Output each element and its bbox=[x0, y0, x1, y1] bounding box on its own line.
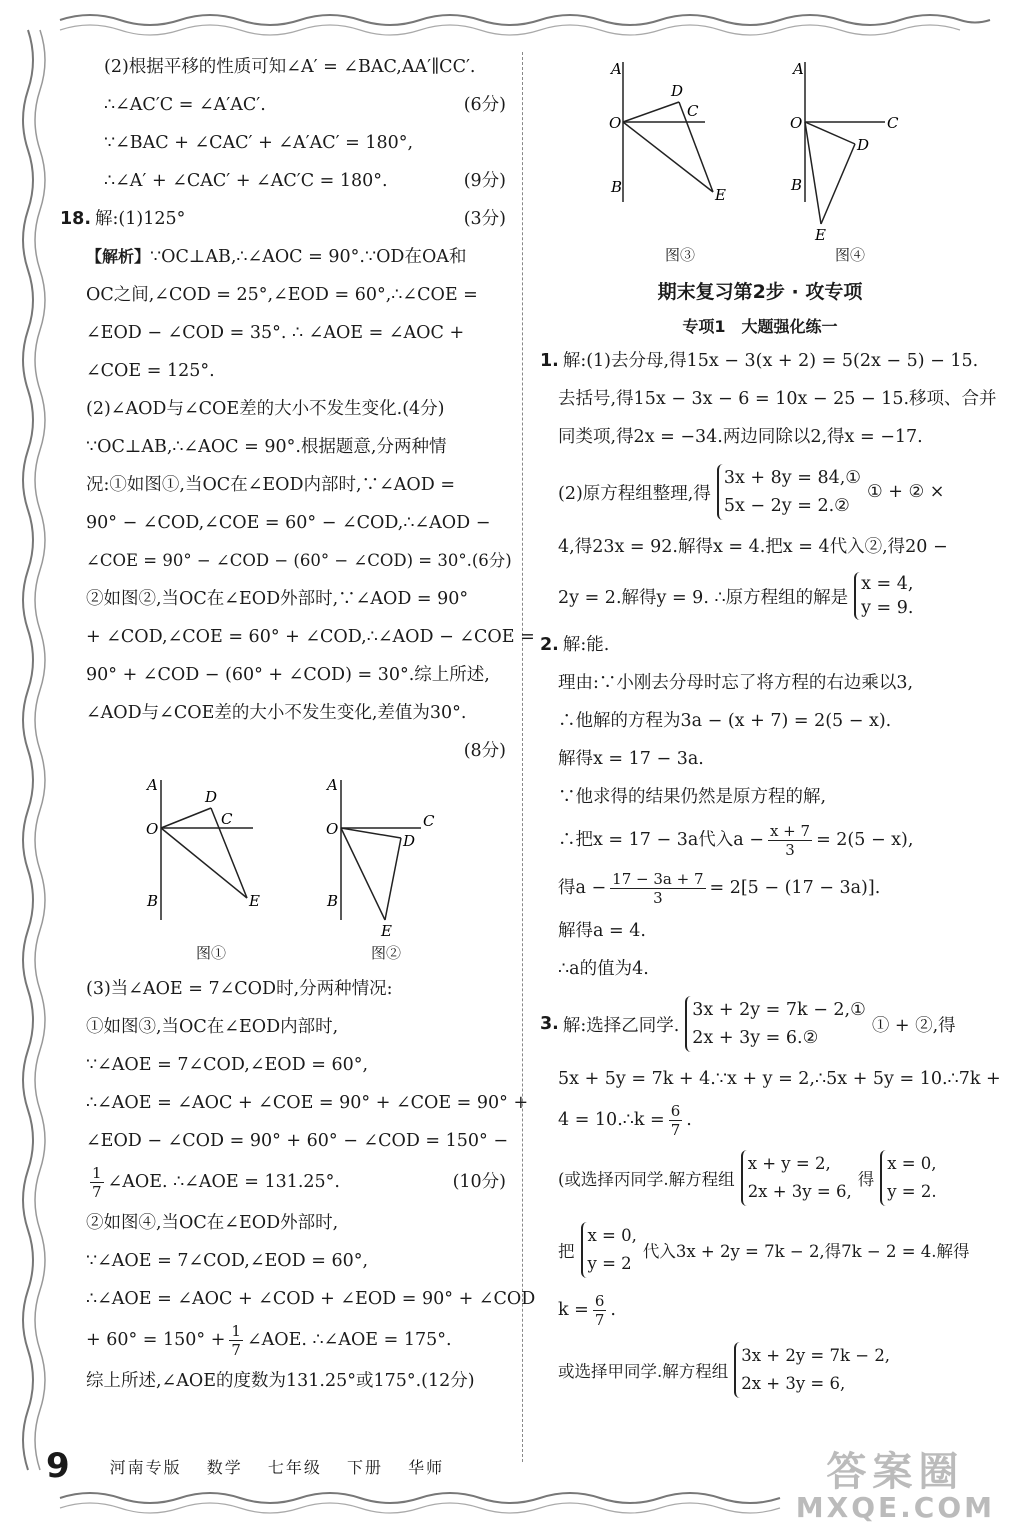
text-line: 5x + 5y = 7k + 4.∵x + y = 2,∴5x + 5y = 10.∴7k + bbox=[558, 1069, 1001, 1089]
text-line: 同类项,得2x = −34.两边同除以2,得x = −17. bbox=[558, 427, 923, 447]
text-line: 4,得23x = 92.解得x = 4.把x = 4代入②,得20 − bbox=[558, 537, 948, 557]
figure-3-diagram bbox=[605, 52, 755, 242]
question-number: 18. bbox=[60, 209, 92, 229]
fraction: $\frac{17 - 3a + 7}{3}$ bbox=[612, 869, 704, 907]
label-d: D bbox=[205, 788, 218, 806]
text-line: + 60° = 150° + $\frac{1}{7}$ ∠AOE. ∴∠AOE = 175°. bbox=[86, 1321, 452, 1359]
figures-3-4 bbox=[540, 52, 980, 272]
svg-text:D: D bbox=[403, 832, 416, 850]
svg-text:D: D bbox=[857, 136, 870, 154]
figure-2 bbox=[321, 770, 451, 970]
figure-3-caption: 图③ bbox=[664, 246, 695, 264]
svg-text:A: A bbox=[327, 776, 338, 794]
question-number: 2. bbox=[540, 635, 559, 655]
question-number: 3. bbox=[540, 1014, 559, 1034]
svg-text:B: B bbox=[327, 892, 339, 910]
solution-system: x = 0, y = 2. bbox=[880, 1150, 936, 1206]
equation-system-line: (或选择丙同学.解方程组 x + y = 2, 2x + 3y = 6, 得 x = 0, y = 2. bbox=[540, 1142, 980, 1214]
solution-system: x = 0, y = 2 bbox=[581, 1222, 637, 1278]
figure-2-diagram bbox=[321, 770, 451, 940]
score: (10分) bbox=[452, 1172, 506, 1192]
equation-system-line: 把 x = 0, y = 2 代入3x + 2y = 7k − 2,得7k − 2 = 4.解得 bbox=[540, 1214, 980, 1286]
equation-system: 3x + 2y = 7k − 2, 2x + 3y = 6, bbox=[734, 1342, 890, 1398]
text-line: ∴∠AOE = ∠AOC + ∠COD + ∠EOD = 90° + ∠COD bbox=[86, 1289, 536, 1309]
equation-system-line: 2y = 2.解得y = 9. ∴原方程组的解是 x = 4, y = 9. bbox=[558, 574, 914, 618]
text-line: 况:①如图①,当OC在∠EOD内部时,∵∠AOD = bbox=[86, 475, 455, 495]
right-column bbox=[540, 52, 1001, 1406]
text-line: 综上所述,∠AOE的度数为131.25°或175°.(12分) bbox=[86, 1371, 475, 1391]
section-title: 期末复习第2步 · 攻专项 bbox=[657, 281, 863, 303]
fraction: $\frac{6}{7}$ bbox=[594, 1291, 605, 1329]
figure-1-caption: 图① bbox=[195, 944, 226, 962]
text-line: 4 = 10.∴k = $\frac{6}{7}$ . bbox=[558, 1101, 692, 1139]
svg-text:A: A bbox=[793, 60, 804, 78]
text-line: OC之间,∠COD = 25°,∠EOD = 60°,∴∠COE = bbox=[86, 285, 478, 305]
text-line: ∠AOD与∠COE差的大小不发生变化,差值为30°. bbox=[86, 703, 467, 723]
analysis-tag: 【解析】 bbox=[86, 247, 151, 266]
svg-text:B: B bbox=[791, 176, 803, 194]
section-subtitle: 专项1 大题强化练一 bbox=[682, 317, 838, 336]
equation-system: x + y = 2, 2x + 3y = 6, bbox=[741, 1150, 852, 1206]
svg-text:O: O bbox=[609, 114, 622, 132]
score: (6分) bbox=[463, 95, 506, 115]
text-line: 解得x = 17 − 3a. bbox=[558, 749, 704, 769]
svg-text:O: O bbox=[790, 114, 803, 132]
text-line: ∴∠AOE = ∠AOC + ∠COE = 90° + ∠COE = 90° + bbox=[86, 1093, 529, 1113]
figure-1-diagram bbox=[141, 770, 281, 940]
solution-system: x = 4, y = 9. bbox=[854, 572, 913, 620]
text-line: ∵他求得的结果仍然是原方程的解, bbox=[558, 787, 827, 807]
text-line: ∵∠AOE = 7∠COD,∠EOD = 60°, bbox=[86, 1055, 369, 1075]
book-info: 河南专版 数学 七年级 下册 华师 bbox=[109, 1457, 445, 1477]
text-line: ∵∠AOE = 7∠COD,∠EOD = 60°, bbox=[86, 1251, 369, 1271]
text-line: ∠EOD − ∠COD = 35°. ∴ ∠AOE = ∠AOC + bbox=[86, 323, 465, 343]
equation-system: 3x + 8y = 84,① 5x − 2y = 2.② bbox=[717, 464, 861, 520]
text-line: ∠EOD − ∠COD = 90° + 60° − ∠COD = 150° − bbox=[86, 1131, 509, 1151]
text-line: ②如图④,当OC在∠EOD外部时, bbox=[86, 1213, 339, 1233]
text-line: ∠COE = 125°. bbox=[86, 361, 215, 381]
text-line: 得a − $\frac{17 - 3a + 7}{3}$ = 2[5 − (17 − 3a)]. bbox=[558, 869, 881, 907]
text-line: k = $\frac{6}{7}$ . bbox=[558, 1291, 616, 1329]
page-number: 9 bbox=[46, 1446, 70, 1486]
svg-text:E: E bbox=[381, 922, 392, 940]
text-line: 【解析】 ∵OC⊥AB,∴∠AOC = 90°.∵OD在OA和 bbox=[86, 247, 467, 267]
svg-text:E: E bbox=[815, 226, 826, 242]
svg-text:C: C bbox=[423, 812, 435, 830]
text-line: ∴把x = 17 − 3a代入a − $\frac{x + 7}{3}$ = 2(5 − x), bbox=[558, 821, 914, 859]
score: (3分) bbox=[463, 209, 506, 229]
fraction: $\frac{1}{7}$ bbox=[92, 1163, 102, 1201]
equation-system: 3x + 2y = 7k − 2,① 2x + 3y = 6.② bbox=[685, 996, 866, 1052]
svg-text:C: C bbox=[887, 114, 899, 132]
text-line: ∴a的值为4. bbox=[558, 959, 649, 979]
svg-text:E: E bbox=[715, 186, 726, 204]
fraction: $\frac{x + 7}{3}$ bbox=[769, 821, 811, 859]
equation-system-line: 3. 解:选择乙同学. 3x + 2y = 7k − 2,① 2x + 3y = 6.② ① + ②,得 bbox=[540, 988, 980, 1060]
figure-4-caption: 图④ bbox=[834, 246, 865, 264]
text-line: ①如图③,当OC在∠EOD内部时, bbox=[86, 1017, 339, 1037]
label-e: E bbox=[249, 892, 260, 910]
text-line: 去括号,得15x − 3x − 6 = 10x − 25 − 15.移项、合并 bbox=[558, 389, 997, 409]
text-line: 1. 解:(1)去分母,得15x − 3(x + 2) = 5(2x − 5) − 15. bbox=[540, 351, 979, 371]
figure-1 bbox=[141, 770, 281, 970]
text-line: ∠COE = 90° − ∠COD − (60° − ∠COD) = 30°.(6分) bbox=[86, 551, 512, 570]
figure-3 bbox=[605, 52, 755, 272]
figure-2-caption: 图② bbox=[370, 944, 401, 962]
svg-text:B: B bbox=[611, 178, 623, 196]
svg-text:C: C bbox=[687, 102, 699, 120]
svg-text:O: O bbox=[326, 820, 339, 838]
text-line: (2)∠AOD与∠COE差的大小不发生变化.(4分) bbox=[86, 399, 445, 419]
question-18-header: 18. 解:(1)125° (3分) bbox=[60, 209, 506, 229]
text-line: 90° − ∠COD,∠COE = 60° − ∠COD,∴∠AOD − bbox=[86, 513, 491, 533]
text-line: ∵OC⊥AB,∴∠AOC = 90°.根据题意,分两种情 bbox=[86, 437, 447, 457]
figures-1-2 bbox=[86, 770, 506, 970]
label-c: C bbox=[221, 810, 233, 828]
text-line: 90° + ∠COD − (60° + ∠COD) = 30°.综上所述, bbox=[86, 665, 490, 685]
text-line: ∴他解的方程为3a − (x + 7) = 2(5 − x). bbox=[558, 711, 892, 731]
fraction: $\frac{6}{7}$ bbox=[670, 1101, 681, 1139]
svg-text:A: A bbox=[611, 60, 622, 78]
text-line: ②如图②,当OC在∠EOD外部时,∵∠AOD = 90° bbox=[86, 589, 469, 609]
text-line: ∴∠AC′C = ∠A′AC′. (6分) bbox=[104, 95, 506, 115]
svg-text:D: D bbox=[671, 82, 684, 100]
page-footer bbox=[46, 1446, 462, 1486]
figure-4 bbox=[785, 52, 915, 272]
text-line: $\frac{1}{7}$ ∠AOE. ∴∠AOE = 131.25°. (10分) bbox=[92, 1163, 506, 1201]
text-line: (2)根据平移的性质可知∠A′ = ∠BAC,AA′∥CC′. bbox=[104, 57, 476, 77]
label-a: A bbox=[147, 776, 158, 794]
watermark: 答案圈 MXQE.COM bbox=[795, 1449, 995, 1524]
column-divider bbox=[522, 52, 523, 1462]
question-number: 1. bbox=[540, 351, 559, 371]
text-line: (3)当∠AOE = 7∠COD时,分两种情况: bbox=[86, 979, 393, 999]
label-o: O bbox=[146, 820, 159, 838]
score: (8分) bbox=[463, 741, 506, 761]
label-b: B bbox=[147, 892, 159, 910]
text-line: ∴∠A′ + ∠CAC′ + ∠AC′C = 180°. (9分) bbox=[104, 171, 506, 191]
figure-4-diagram bbox=[785, 52, 915, 242]
text-line: 理由:∵小刚去分母时忘了将方程的右边乘以3, bbox=[558, 673, 914, 693]
left-column bbox=[60, 48, 536, 1400]
text-line: ∵∠BAC + ∠CAC′ + ∠A′AC′ = 180°, bbox=[104, 133, 414, 153]
text-line bbox=[86, 732, 506, 770]
equation-system-line: 或选择甲同学.解方程组 3x + 2y = 7k − 2, 2x + 3y = 6, bbox=[540, 1334, 980, 1406]
text-line: 2. 解:能. bbox=[540, 635, 610, 655]
fraction: $\frac{1}{7}$ bbox=[231, 1321, 241, 1359]
score: (9分) bbox=[463, 171, 506, 191]
text-line: + ∠COD,∠COE = 60° + ∠COD,∴∠AOD − ∠COE = bbox=[86, 627, 535, 647]
text-line: 解得a = 4. bbox=[558, 921, 646, 941]
equation-system-line: (2)原方程组整理,得 3x + 8y = 84,① 5x − 2y = 2.② ① + ② × bbox=[540, 456, 980, 528]
